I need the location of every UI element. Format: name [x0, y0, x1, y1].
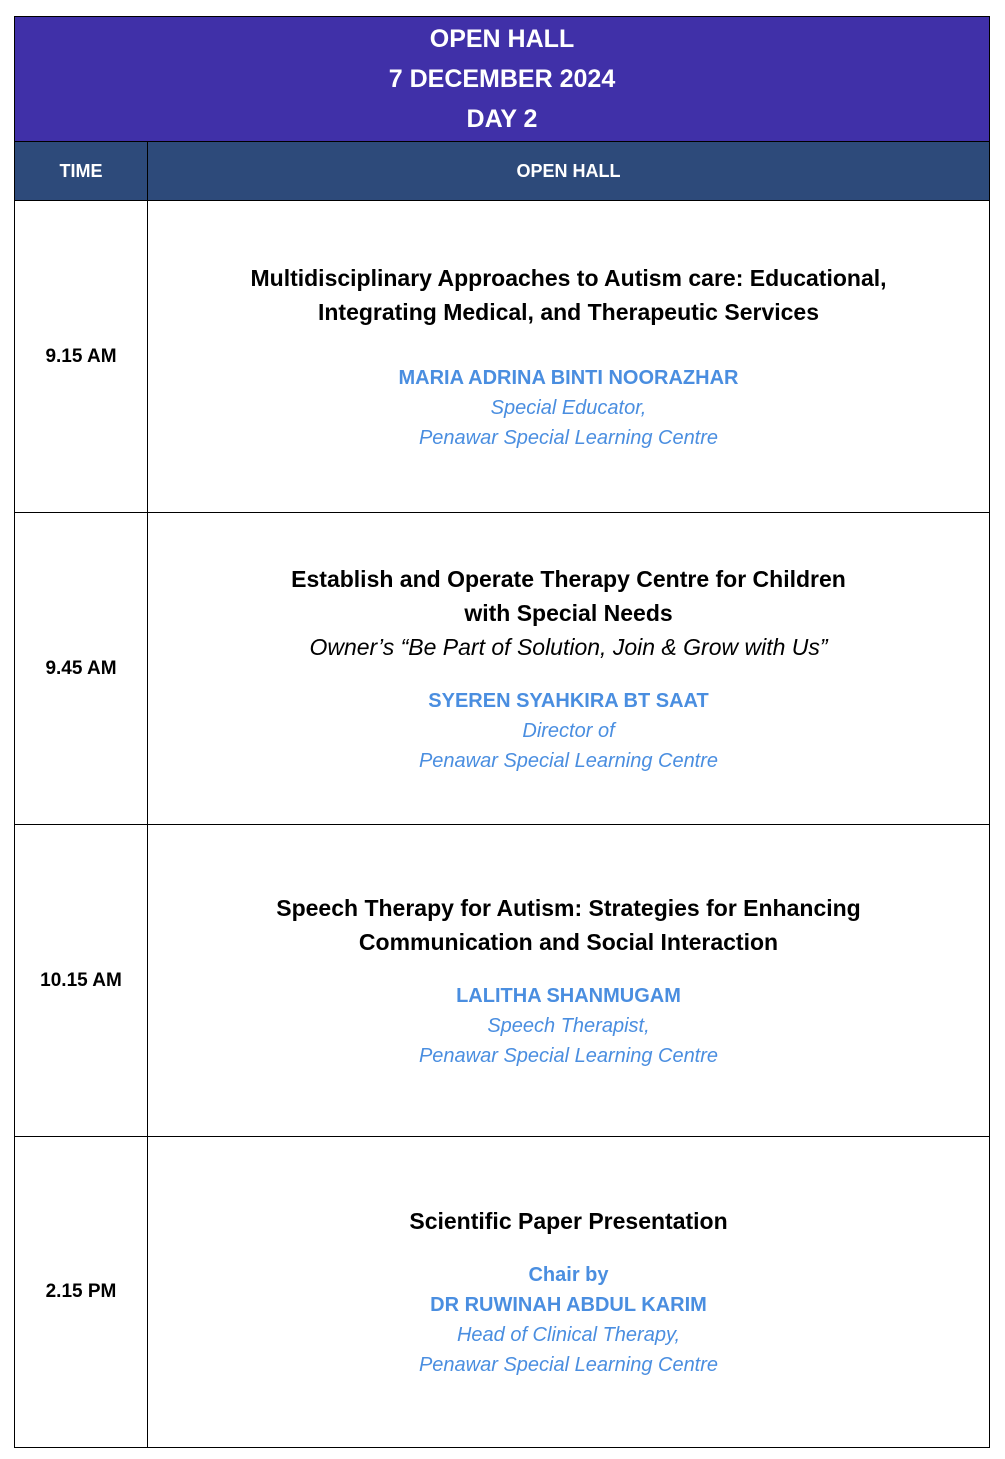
banner-day: DAY 2	[466, 105, 538, 133]
session-time: 9.15 AM	[15, 201, 148, 512]
speaker-role: Head of Clinical Therapy,	[456, 1324, 681, 1346]
banner	[15, 17, 989, 142]
speaker-role: Director of	[522, 719, 615, 742]
session-title: Multidisciplinary Approaches to Autism care: Educational,	[250, 264, 887, 291]
speaker-name: SYEREN SYAHKIRA BT SAAT	[428, 689, 709, 712]
session-title: Speech Therapy for Autism: Strategies for Enhancing	[276, 894, 861, 921]
session-title: Communication and Social Interaction	[358, 928, 779, 955]
session-details	[148, 513, 989, 824]
banner-date: 7 DECEMBER 2024	[388, 65, 616, 93]
session-title: Scientific Paper Presentation	[409, 1208, 728, 1234]
session-details	[148, 1137, 989, 1447]
session-time: 9.45 AM	[15, 513, 148, 824]
session-details	[148, 201, 989, 512]
session-time: 10.15 AM	[15, 825, 148, 1136]
speaker-name: DR RUWINAH ABDUL KARIM	[430, 1294, 707, 1316]
session-title: Establish and Operate Therapy Centre for Children	[291, 565, 846, 592]
speaker-org: Penawar Special Learning Centre	[418, 749, 719, 772]
chair-label: Chair by	[528, 1264, 609, 1286]
session-subtitle: Owner’s “Be Part of Solution, Join & Grow with Us”	[309, 633, 828, 660]
table-header	[15, 142, 989, 201]
session-title: with Special Needs	[464, 599, 673, 626]
header-hall: OPEN HALL	[516, 160, 621, 181]
session-time: 2.15 PM	[15, 1137, 148, 1447]
header-time: TIME	[15, 142, 148, 200]
banner-hall: OPEN HALL	[429, 25, 575, 53]
session-details	[148, 825, 989, 1136]
session-title: Integrating Medical, and Therapeutic Services	[317, 298, 820, 325]
speaker-name: LALITHA SHANMUGAM	[456, 984, 681, 1007]
schedule-table	[14, 16, 990, 1448]
speaker-role: Speech Therapist,	[487, 1014, 650, 1037]
speaker-role: Special Educator,	[490, 396, 647, 419]
speaker-name: MARIA ADRINA BINTI NOORAZHAR	[398, 366, 739, 389]
speaker-org: Penawar Special Learning Centre	[418, 1044, 719, 1067]
speaker-org: Penawar Special Learning Centre	[418, 1354, 719, 1376]
table-row	[15, 201, 989, 513]
table-row	[15, 825, 989, 1137]
table-row	[15, 1137, 989, 1447]
table-row	[15, 513, 989, 825]
speaker-org: Penawar Special Learning Centre	[418, 426, 719, 449]
